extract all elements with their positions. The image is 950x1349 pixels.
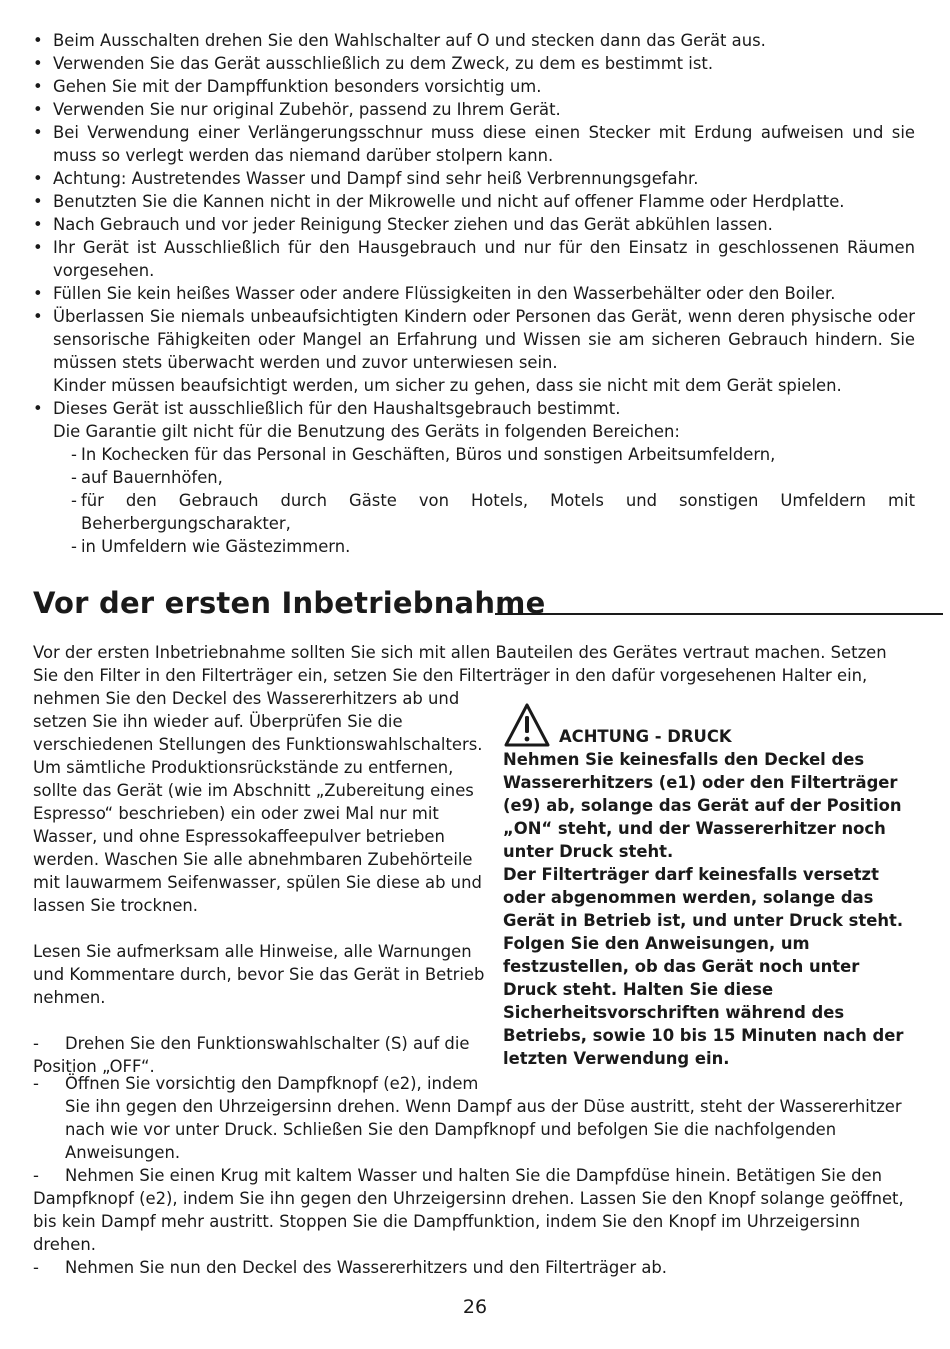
bullet-icon: •	[33, 77, 43, 96]
warning-text: Folgen Sie den Anweisungen, um festzustellen, ob das Gerät noch unter Druck steht. Halten Sie diese Sicherheitsvorschriften während des Betriebs, sowie 10 bis 15 Minuten nach der letzten Verwendung ein.	[503, 934, 904, 1068]
dash-text: In Kochecken für das Personal in Geschäften, Büros und sonstigen Arbeitsumfeldern,	[81, 445, 776, 464]
warning-text: Der Filterträger darf keinesfalls versetzt oder abgenommen werden, solange das Gerät in Betrieb ist, und unter Druck steht.	[503, 865, 904, 930]
dash-text: in Umfeldern wie Gästezimmern.	[81, 537, 351, 556]
setup-paragraph: nehmen Sie den Deckel des Wassererhitzers ab und setzen Sie ihn wieder auf. Überprüfen Sie die verschiedenen Stellungen des Funktionswahlschalters. Um sämtliche Produktionsrückstände zu entfernen, sollte das Gerät (wie im Abschnitt „Zubereitung eines Espresso“ beschrieben) ein oder zwei Mal nur mit Wasser, und ohne Espressokaffeepulver betrieben werden. Waschen Sie alle abnehmbaren Zubehörteile mit lauwarmem Seifenwasser, spülen Sie diese ab und lassen Sie trocknen.	[33, 689, 483, 915]
dash-icon: -	[71, 445, 77, 464]
list-item	[33, 213, 915, 236]
list-item	[71, 489, 915, 535]
bullet-icon: •	[33, 123, 43, 142]
section-heading	[33, 585, 943, 625]
read-instructions-paragraph: Lesen Sie aufmerksam alle Hinweise, alle Warnungen und Kommentare durch, bevor Sie das Gerät in Betrieb nehmen.	[33, 942, 485, 1007]
list-item	[33, 167, 915, 190]
warning-triangle-icon	[503, 702, 551, 748]
step-text: Nehmen Sie einen Krug mit kaltem Wasser und halten Sie die Dampfdüse hinein. Betätigen Sie den Dampfknopf (e2), indem Sie ihn gegen den Uhrzeigersinn drehen. Lassen Sie den Knopf solange geöffnet, bis kein Dampf mehr austritt. Stoppen Sie die Dampffunktion, indem Sie den Knopf im Uhrzeigersinn drehen.	[33, 1166, 904, 1254]
list-item	[33, 29, 915, 52]
step-continuation: Sie ihn gegen den Uhrzeigersinn drehen. Wenn Dampf aus der Düse austritt, steht der Wassererhitzer nach wie vor unter Druck. Schließen Sie den Dampfknopf und befolgen Sie die nachfolgenden Anweisungen.	[65, 1097, 902, 1162]
list-item	[33, 75, 915, 98]
bullet-text: Dieses Gerät ist ausschließlich für den Haushaltsgebrauch bestimmt.	[53, 399, 621, 418]
dash-icon: -	[71, 537, 77, 556]
pressure-warning	[503, 700, 918, 1070]
dash-icon: -	[71, 468, 77, 487]
list-item	[33, 305, 915, 374]
step-text: Öffnen Sie vorsichtig den Dampfknopf (e2), indem	[65, 1074, 479, 1093]
list-item	[33, 1072, 915, 1095]
dash-text: für den Gebrauch durch Gäste von Hotels, Motels und sonstigen Umfeldern mit Beherbergungscharakter,	[81, 491, 915, 533]
bullet-text: Gehen Sie mit der Dampffunktion besonders vorsichtig um.	[53, 77, 542, 96]
dash-icon: -	[71, 491, 77, 510]
bullet-icon: •	[33, 307, 43, 326]
bullet-icon: •	[33, 238, 43, 257]
warning-text: Nehmen Sie keinesfalls den Deckel des Wassererhitzers (e1) oder den Filterträger (e9) ab, solange das Gerät auf der Position „ON“ steht, und der Wassererhitzer noch unter Druck steht.	[503, 750, 902, 861]
bullet-icon: •	[33, 284, 43, 303]
bullet-text: Achtung: Austretendes Wasser und Dampf sind sehr heiß Verbrennungsgefahr.	[53, 169, 699, 188]
dash-icon: -	[33, 1166, 39, 1185]
bullet-text: Benutzten Sie die Kannen nicht in der Mikrowelle und nicht auf offener Flamme oder Herdplatte.	[53, 192, 845, 211]
bullet-text: Verwenden Sie nur original Zubehör, passend zu Ihrem Gerät.	[53, 100, 561, 119]
dash-icon: -	[33, 1074, 39, 1093]
list-item	[33, 190, 915, 213]
bullet-icon: •	[33, 31, 43, 50]
bullet-text: Nach Gebrauch und vor jeder Reinigung Stecker ziehen und das Gerät abkühlen lassen.	[53, 215, 773, 234]
warning-title: ACHTUNG - DRUCK	[559, 727, 732, 746]
list-item	[71, 535, 915, 558]
list-item	[33, 1256, 915, 1279]
dash-icon: -	[33, 1258, 39, 1277]
list-item	[33, 397, 915, 420]
bullet-continuation: Kinder müssen beaufsichtigt werden, um sicher zu gehen, dass sie nicht mit dem Gerät spielen.	[53, 376, 842, 395]
list-item	[33, 1164, 915, 1256]
dash-icon: -	[33, 1034, 39, 1053]
bullet-icon: •	[33, 100, 43, 119]
list-item	[33, 236, 915, 282]
safety-bullet-list	[33, 29, 915, 558]
bullet-text: Füllen Sie kein heißes Wasser oder andere Flüssigkeiten in den Wasserbehälter oder den Boiler.	[53, 284, 836, 303]
list-item	[33, 52, 915, 75]
list-item	[33, 98, 915, 121]
bullet-text: Verwenden Sie das Gerät ausschließlich zu dem Zweck, zu dem es bestimmt ist.	[53, 54, 714, 73]
bullet-icon: •	[33, 192, 43, 211]
list-item	[33, 121, 915, 167]
bullet-text: Überlassen Sie niemals unbeaufsichtigten Kindern oder Personen das Gerät, wenn deren physische oder sensorische Fähigkeiten oder Mangel an Erfahrung und Wissen sie am sicheren Gebrauch hindern. Sie müssen stets überwacht werden und zuvor unterwiesen sein.	[53, 307, 915, 372]
step-text: Nehmen Sie nun den Deckel des Wassererhitzers und den Filterträger ab.	[65, 1258, 668, 1277]
warning-header	[503, 700, 918, 748]
steam-steps	[33, 1072, 915, 1279]
bullet-icon: •	[33, 54, 43, 73]
intro-paragraph: Vor der ersten Inbetriebnahme sollten Sie sich mit allen Bauteilen des Gerätes vertraut machen. Setzen Sie den Filter in den Filterträger ein, setzen Sie den Filterträger in den dafür vorgesehenen Halter ein,	[33, 643, 887, 685]
heading-rule	[495, 613, 943, 615]
bullet-text: Bei Verwendung einer Verlängerungsschnur muss diese einen Stecker mit Erdung aufweisen und sie muss so verlegt werden das niemand darüber stolpern kann.	[53, 123, 915, 165]
step-text: Drehen Sie den Funktionswahlschalter (S) auf die Position „OFF“.	[33, 1034, 470, 1076]
left-column	[33, 687, 488, 1078]
bullet-icon: •	[33, 399, 43, 418]
bullet-text: Ihr Gerät ist Ausschließlich für den Hausgebrauch und nur für den Einsatz in geschlossenen Räumen vorgesehen.	[53, 238, 915, 280]
exclusion-list	[33, 443, 915, 558]
bullet-continuation: Die Garantie gilt nicht für die Benutzung des Geräts in folgenden Bereichen:	[53, 422, 680, 441]
dash-text: auf Bauernhöfen,	[81, 468, 223, 487]
bullet-text: Beim Ausschalten drehen Sie den Wahlschalter auf O und stecken dann das Gerät aus.	[53, 31, 766, 50]
bullet-icon: •	[33, 169, 43, 188]
page-number: 26	[462, 1296, 488, 1318]
section-title: Vor der ersten Inbetriebnahme	[33, 586, 546, 620]
list-item	[71, 466, 915, 489]
list-item	[33, 282, 915, 305]
list-item	[71, 443, 915, 466]
bullet-icon: •	[33, 215, 43, 234]
